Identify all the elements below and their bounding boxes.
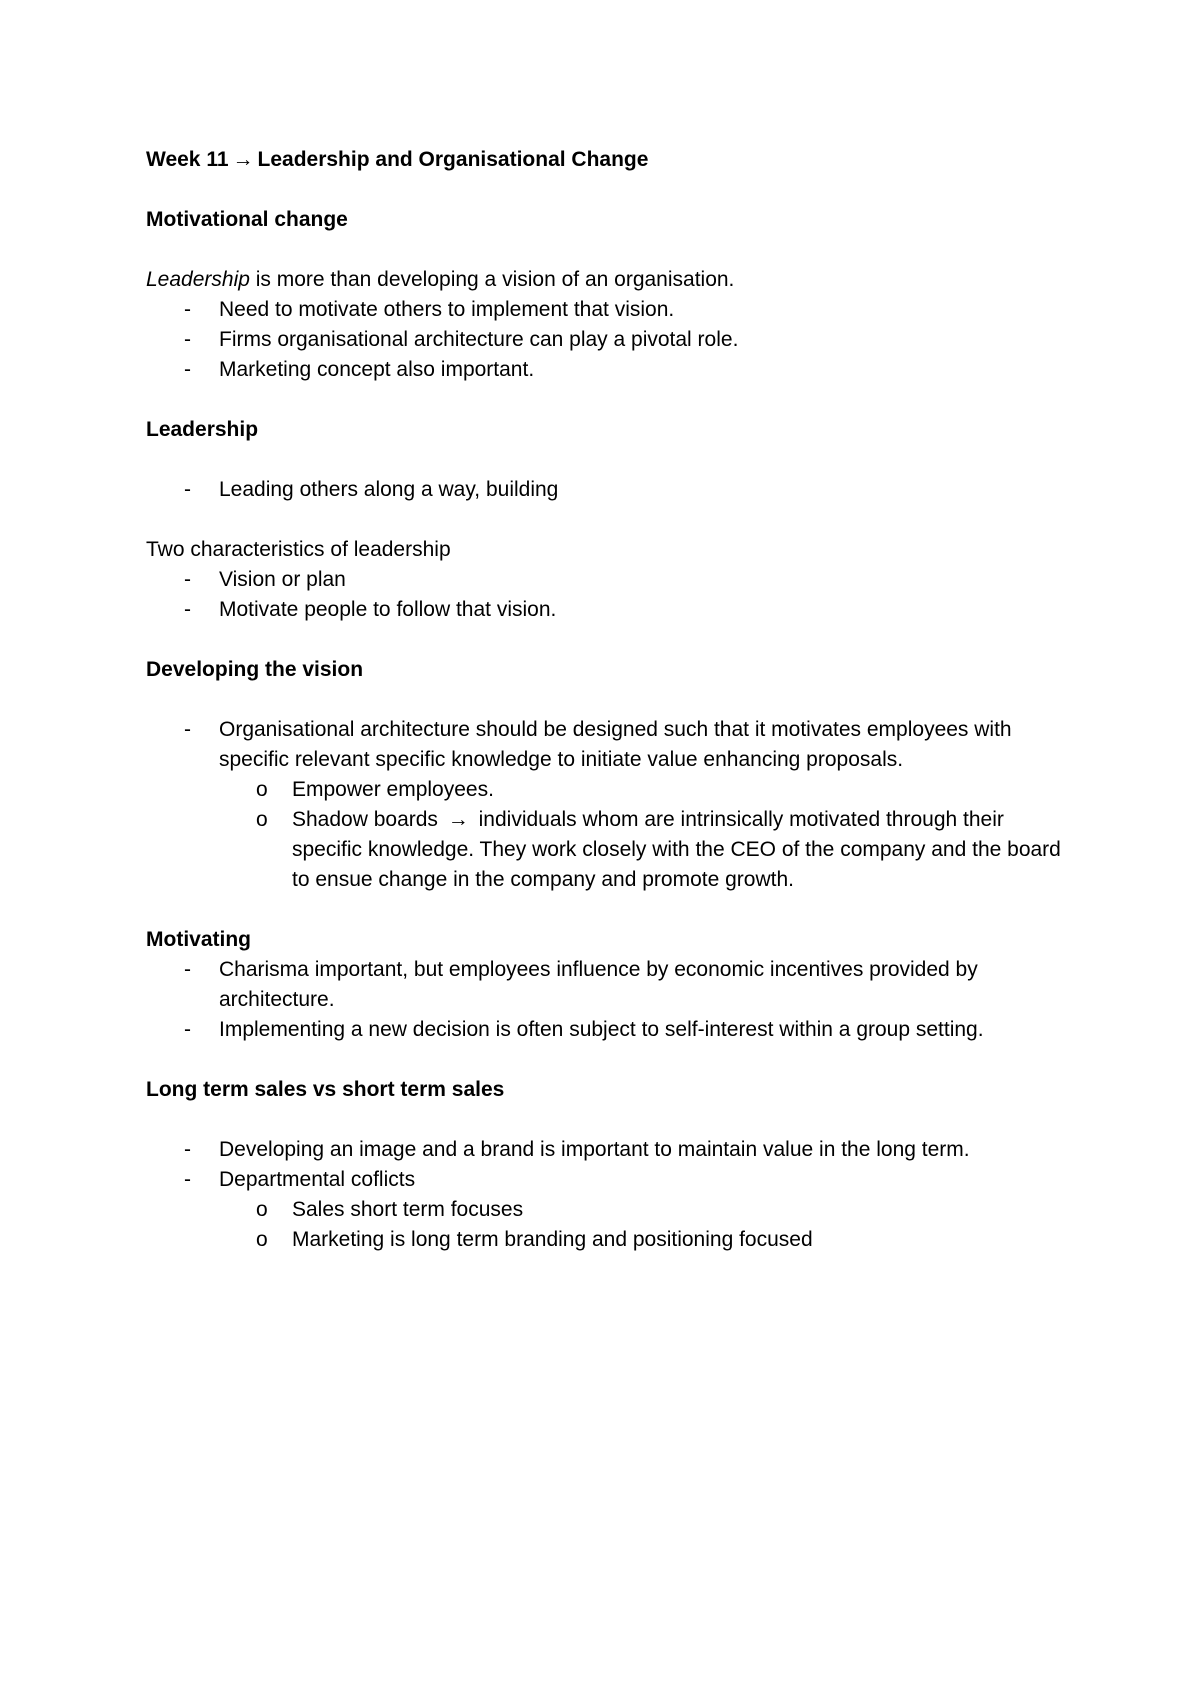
list-item: - Need to motivate others to implement that vision. — [146, 295, 1066, 325]
page-title — [146, 145, 1066, 175]
dash-marker: - — [184, 958, 191, 981]
section-heading-long-short-sales: Long term sales vs short term sales — [146, 1078, 505, 1101]
dash-marker: - — [184, 718, 191, 741]
list-item: - Marketing concept also important. — [146, 355, 1066, 385]
list-item: - Charisma important, but employees influence by economic incentives provided by architecture. — [146, 955, 1066, 1015]
circle-marker: o — [256, 808, 268, 831]
arrow-icon: → — [447, 808, 469, 831]
dash-marker: - — [184, 328, 191, 351]
title-text: Leadership and Organisational Change — [257, 148, 649, 171]
section-heading-leadership: Leadership — [146, 418, 259, 441]
title-prefix: Week 11 — [146, 148, 229, 171]
arrow-icon: → — [232, 148, 254, 171]
sub-list-item: o Empower employees. — [146, 775, 1066, 805]
dash-marker: - — [184, 598, 191, 621]
circle-marker: o — [256, 1228, 268, 1251]
section-heading-developing-vision: Developing the vision — [146, 658, 364, 681]
dash-marker: - — [184, 298, 191, 321]
sub-list-item: o Shadow boards → individuals whom are intrinsically motivated through their specific knowledge. They work closely with the CEO of the company and the board to ensue change in the company and promote growth. — [146, 805, 1066, 895]
list-item: - Developing an image and a brand is important to maintain value in the long term. — [146, 1135, 1066, 1165]
list-item: - Firms organisational architecture can play a pivotal role. — [146, 325, 1066, 355]
dash-marker: - — [184, 478, 191, 501]
intro-italic-term: Leadership — [146, 268, 250, 291]
list-item: - Departmental coflicts — [146, 1165, 1066, 1195]
list-item: - Implementing a new decision is often subject to self-interest within a group setting. — [146, 1015, 1066, 1045]
list-item: - Motivate people to follow that vision. — [146, 595, 1066, 625]
intro-rest: is more than developing a vision of an organisation. — [249, 268, 735, 291]
dash-marker: - — [184, 1168, 191, 1191]
section-heading-motivating: Motivating — [146, 928, 251, 951]
dash-marker: - — [184, 1138, 191, 1161]
section-heading-motivational-change: Motivational change — [146, 208, 348, 231]
list-item: - Vision or plan — [146, 565, 1066, 595]
motivational-change-intro — [146, 265, 1066, 295]
list-item: - Organisational architecture should be designed such that it motivates employees with specific relevant specific knowledge to initiate value enhancing proposals. — [146, 715, 1066, 775]
circle-marker: o — [256, 778, 268, 801]
dash-marker: - — [184, 568, 191, 591]
dash-marker: - — [184, 358, 191, 381]
document-body — [146, 145, 1066, 1255]
section-heading-two-characteristics: Two characteristics of leadership — [146, 538, 451, 561]
sub-list-item: o Marketing is long term branding and positioning focused — [146, 1225, 1066, 1255]
sub-list-item: o Sales short term focuses — [146, 1195, 1066, 1225]
list-item: - Leading others along a way, building — [146, 475, 1066, 505]
dash-marker: - — [184, 1018, 191, 1041]
circle-marker: o — [256, 1198, 268, 1221]
